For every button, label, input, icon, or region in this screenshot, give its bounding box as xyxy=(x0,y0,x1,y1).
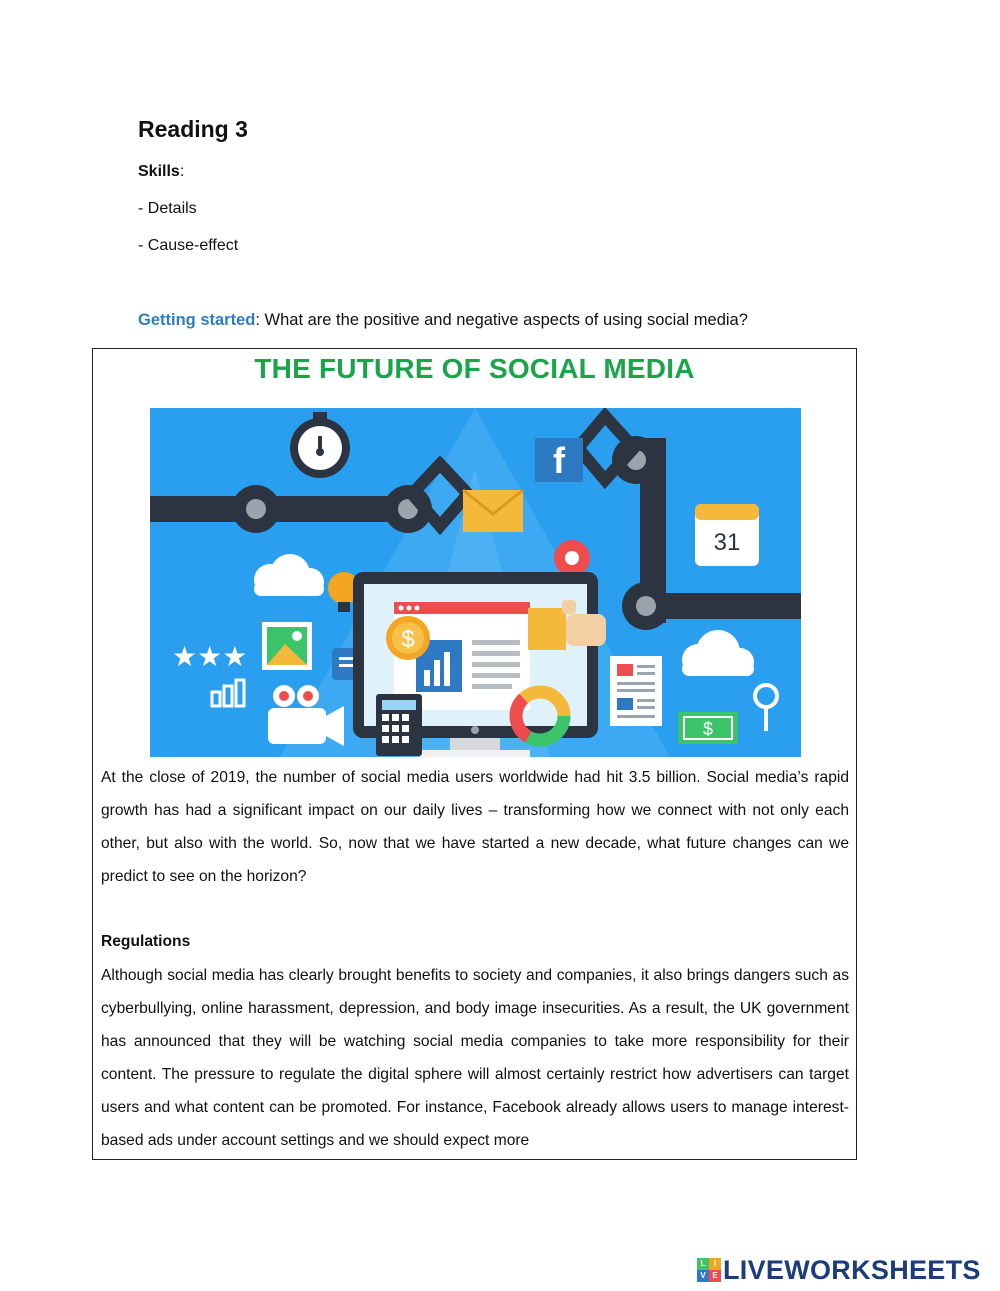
article-regulations-paragraph: Although social media has clearly brought benefits to society and companies, it also brings dangers such as cyberbullying, online harassment, depression, and body image insecurities. As a result, the UK government has announced that they will be watching social media companies to take more responsibility for their content. The pressure to regulate the digital sphere will almost certainly restrict how advertisers can target users and what content can be promoted. For instance, Facebook already allows users to manage interest-based ads under account settings and we should expect more xyxy=(101,967,849,1149)
money-icon: $ xyxy=(702,719,714,739)
calendar-icon: 31 xyxy=(713,529,741,556)
svg-text:★★★: ★★★ xyxy=(172,640,248,673)
liveworksheets-logo xyxy=(697,1254,981,1286)
skills-label-text: Skills xyxy=(138,163,180,180)
skill-item-cause-effect: - Cause-effect xyxy=(138,237,239,254)
skill-item-details: - Details xyxy=(138,200,197,217)
social-media-illustration xyxy=(150,408,801,757)
facebook-icon: f xyxy=(553,440,565,481)
skills-label: Skills: xyxy=(138,163,185,180)
article-intro-paragraph: At the close of 2019, the number of social media users worldwide had hit 3.5 billion. Social media’s rapid growth has had a significant impact on our daily lives – transforming how we connect with not only each other, but also with the world. So, now that we have started a new decade, what future changes can we predict to see on the horizon? xyxy=(101,769,849,885)
section-heading-regulations: Regulations xyxy=(101,933,191,950)
article-title: THE FUTURE OF SOCIAL MEDIA xyxy=(254,353,695,384)
getting-started-question: : What are the positive and negative aspects of using social media? xyxy=(255,311,748,329)
getting-started-label: Getting started xyxy=(138,311,256,329)
getting-started-prompt xyxy=(138,311,748,330)
dollar-coin-icon: $ xyxy=(401,626,415,653)
article-box xyxy=(92,348,857,1160)
page-title: Reading 3 xyxy=(138,116,248,142)
liveworksheets-logo-icon: L I V E xyxy=(697,1258,721,1282)
liveworksheets-logo-text: LIVEWORKSHEETS xyxy=(723,1254,981,1285)
